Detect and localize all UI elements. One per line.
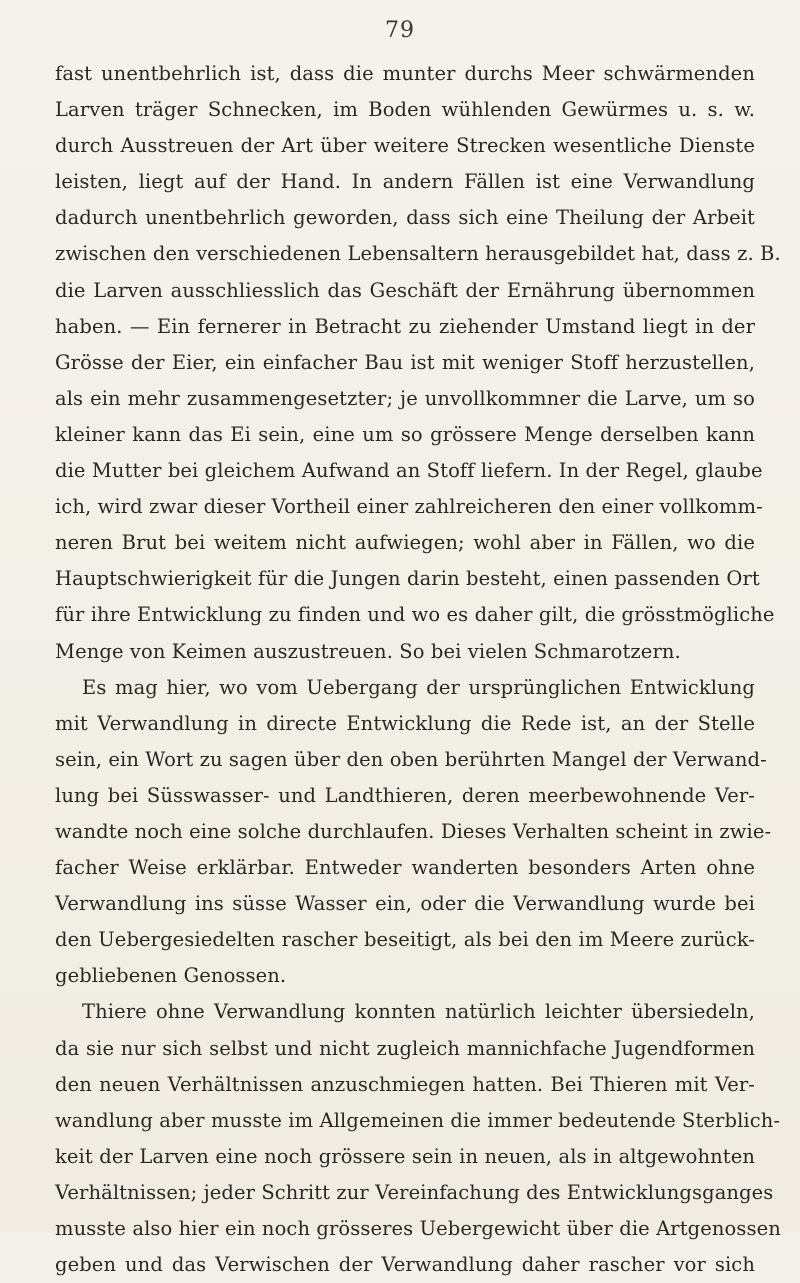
text-line: neren Brut bei weitem nicht aufwiegen; wohl aber in Fällen, wo die	[55, 531, 755, 555]
text-line: Menge von Keimen auszustreuen. So bei vielen Schmarotzern.	[55, 639, 681, 663]
text-line: keit der Larven eine noch grössere sein in neuen, als in altgewohnten	[55, 1144, 755, 1168]
page-number: 79	[385, 18, 415, 43]
text-line: lung bei Süsswasser- und Landthieren, deren meerbewohnende Ver-	[55, 783, 755, 807]
text-line: dadurch unentbehrlich geworden, dass sich eine Theilung der Arbeit	[55, 206, 755, 230]
text-line: als ein mehr zusammengesetzter; je unvollkommner die Larve, um so	[55, 386, 755, 410]
text-line: gebliebenen Genossen.	[55, 964, 287, 988]
text-line: haben. — Ein fernerer in Betracht zu ziehender Umstand liegt in der	[55, 314, 755, 338]
text-line: mit Verwandlung in directe Entwicklung die Rede ist, an der Stelle	[55, 711, 755, 735]
text-line: da sie nur sich selbst und nicht zugleich mannichfache Jugendformen	[55, 1036, 755, 1060]
text-line: Hauptschwierigkeit für die Jungen darin besteht, einen passenden Ort	[55, 567, 760, 591]
text-line: kleiner kann das Ei sein, eine um so grössere Menge derselben kann	[55, 422, 755, 446]
text-line: facher Weise erklärbar. Entweder wanderten besonders Arten ohne	[55, 856, 755, 880]
text-line: Larven träger Schnecken, im Boden wühlenden Gewürmes u. s. w.	[55, 98, 755, 122]
text-line: die Larven ausschliesslich das Geschäft der Ernährung übernommen	[55, 278, 755, 302]
text-line: ich, wird zwar dieser Vortheil einer zahlreicheren den einer vollkomm-	[55, 495, 763, 519]
text-line: die Mutter bei gleichem Aufwand an Stoff liefern. In der Regel, glaube	[55, 459, 763, 483]
text-line: Verwandlung ins süsse Wasser ein, oder die Verwandlung wurde bei	[55, 892, 755, 916]
text-line: wandlung aber musste im Allgemeinen die immer bedeutende Sterblich-	[55, 1108, 781, 1132]
text-line: den Uebergesiedelten rascher beseitigt, als bei den im Meere zurück-	[55, 928, 755, 952]
text-line: Es mag hier, wo vom Uebergang der ursprünglichen Entwicklung	[82, 675, 755, 699]
text-line: Verhältnissen; jeder Schritt zur Vereinfachung des Entwicklungsganges	[55, 1180, 774, 1204]
text-line: wandte noch eine solche durchlaufen. Dieses Verhalten scheint in zwie-	[55, 819, 772, 843]
text-line: Thiere ohne Verwandlung konnten natürlich leichter übersiedeln,	[82, 1000, 755, 1024]
text-line: musste also hier ein noch grösseres Uebergewicht über die Artgenossen	[55, 1217, 781, 1240]
text-line: geben und das Verwischen der Verwandlung daher rascher vor sich	[55, 1253, 755, 1277]
text-line: den neuen Verhältnissen anzuschmiegen hatten. Bei Thieren mit Ver-	[55, 1072, 755, 1096]
text-line: sein, ein Wort zu sagen über den oben berührten Mangel der Verwand-	[55, 747, 767, 771]
paragraph	[55, 670, 772, 995]
body-text	[55, 56, 781, 1283]
paragraph	[55, 56, 781, 670]
paragraph	[55, 994, 781, 1283]
text-line: für ihre Entwicklung zu finden und wo es daher gilt, die grösstmögliche	[55, 603, 775, 627]
text-line: Grösse der Eier, ein einfacher Bau ist mit weniger Stoff herzustellen,	[55, 350, 755, 374]
text-line: fast unentbehrlich ist, dass die munter durchs Meer schwärmenden	[55, 62, 755, 85]
text-line: durch Ausstreuen der Art über weitere Strecken wesentliche Dienste	[55, 134, 755, 158]
text-line: leisten, liegt auf der Hand. In andern Fällen ist eine Verwandlung	[55, 170, 755, 194]
text-line: zwischen den verschiedenen Lebensaltern herausgebildet hat, dass z. B.	[55, 242, 781, 266]
